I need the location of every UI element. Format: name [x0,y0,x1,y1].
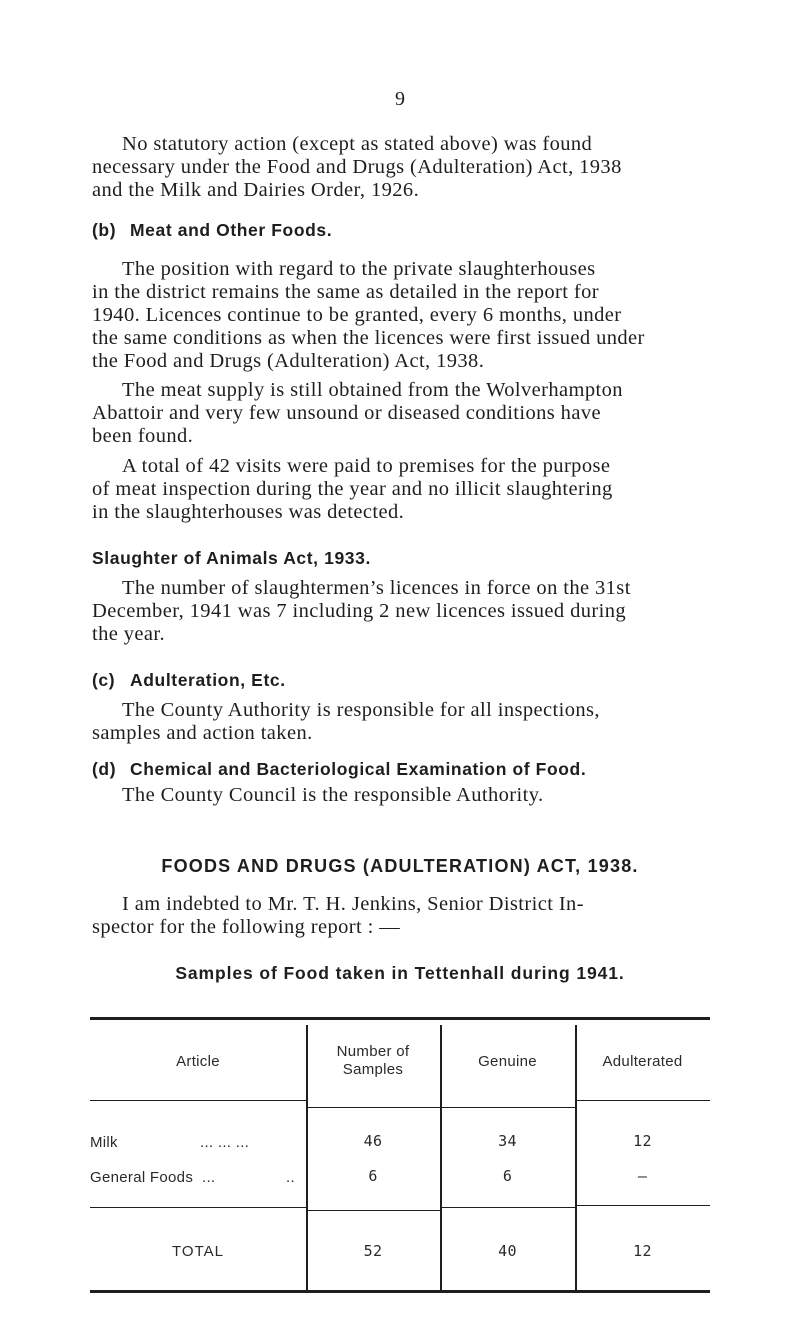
text-line: The County Authority is responsible for all inspections, [122,699,600,721]
total-rule [575,1205,710,1206]
total-adulterated: 12 [633,1242,652,1260]
text-line: the Food and Drugs (Adulteration) Act, 1938. [92,350,485,372]
text-line: The County Council is the responsible Authority. [122,784,544,806]
text-line: been found. [92,425,194,447]
samples-heading: Samples of Food taken in Tettenhall during 1941. [175,963,625,983]
text-line: Abattoir and very few unsound or diseased conditions have [92,402,601,424]
paragraph-slaughter [92,577,712,646]
foods-act-heading: FOODS AND DRUGS (ADULTERATION) ACT, 1938. [161,856,639,876]
text-line: I am indebted to Mr. T. H. Jenkins, Senior District In- [122,893,584,915]
paragraph-b1 [92,258,712,373]
section-label: (c) [92,670,116,690]
section-b-heading [92,220,332,241]
total-label: TOTAL [172,1243,224,1260]
header-adulterated: Adulterated [602,1053,683,1070]
paragraph-foods [92,893,712,939]
total-number: 52 [363,1242,383,1260]
paragraph-b2 [92,379,712,448]
row-article-milk: Milk ... ... ... [90,1134,250,1151]
text-line: December, 1941 was 7 including 2 new licences issued during [92,600,627,622]
total-rule [306,1210,440,1211]
section-title: Meat and Other Foods. [130,220,333,240]
text-line: samples and action taken. [92,722,313,744]
section-label: (b) [92,220,117,240]
slaughter-heading: Slaughter of Animals Act, 1933. [92,548,371,568]
cell-adulterated: — [637,1167,648,1185]
paragraph-d [92,784,712,807]
cell-number: 46 [363,1132,383,1150]
cell-number: 6 [368,1167,378,1185]
header-genuine: Genuine [478,1053,537,1070]
text-line: the year. [92,623,166,645]
text-line: in the slaughterhouses was detected. [92,501,405,523]
text-line: of meat inspection during the year and no illicit slaughtering [92,478,613,500]
text-line: The position with regard to the private slaughterhouses [122,258,596,280]
text-line: necessary under the Food and Drugs (Adulteration) Act, 1938 [92,156,622,178]
total-genuine: 40 [498,1242,517,1260]
samples-table [90,1017,710,1317]
text-line: A total of 42 visits were paid to premises for the purpose [122,455,611,477]
total-rule [440,1207,575,1208]
table-bottom-rule [90,1290,710,1293]
text-line: spector for the following report : — [92,916,401,938]
header-article: Article [176,1053,220,1070]
row-article-general-foods: General Foods ... .. [90,1169,295,1186]
text-line: No statutory action (except as stated above) was found [122,133,593,155]
page-number: 9 [395,88,405,110]
table-top-rule [90,1017,710,1020]
section-label: (d) [92,759,117,779]
header-rule [575,1100,710,1101]
text-line: in the district remains the same as detailed in the report for [92,281,599,303]
header-rule [440,1107,575,1108]
paragraph-b3 [92,455,712,524]
cell-adulterated: 12 [633,1132,652,1150]
cell-genuine: 6 [502,1167,513,1185]
paragraph-c [92,699,712,745]
text-line: the same conditions as when the licences were first issued under [92,327,645,349]
text-line: The meat supply is still obtained from the Wolverhampton [122,379,623,401]
header-rule [306,1107,440,1108]
intro-paragraph [92,133,712,202]
cell-genuine: 34 [498,1132,517,1150]
section-c-heading [92,670,286,691]
text-line: and the Milk and Dairies Order, 1926. [92,179,420,201]
header-rule [90,1100,306,1101]
text-line: 1940. Licences continue to be granted, every 6 months, under [92,304,622,326]
section-title: Chemical and Bacteriological Examination of Food. [130,759,587,779]
section-title: Adulteration, Etc. [130,670,286,690]
header-number-of-samples: Number of Samples [336,1043,410,1078]
text-line: The number of slaughtermen’s licences in force on the 31st [122,577,631,599]
total-rule [90,1207,306,1208]
section-d-heading [92,759,586,780]
